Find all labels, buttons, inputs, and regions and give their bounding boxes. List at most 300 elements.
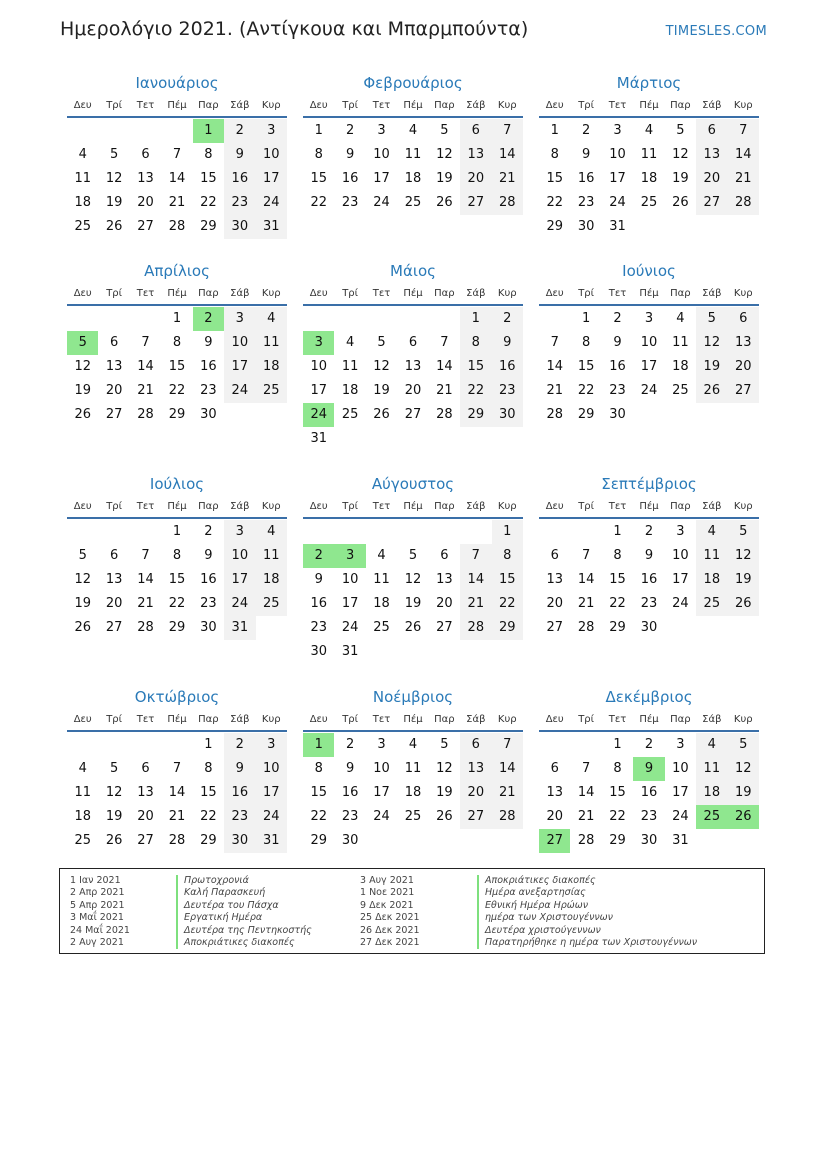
day-cell: 23 — [609, 383, 626, 398]
empty-cell — [161, 733, 192, 757]
day-cell: 2 — [644, 737, 654, 752]
day-cell: 6 — [460, 733, 491, 757]
site-name[interactable]: TIMESLES.COM — [665, 24, 767, 39]
weekday-label: Τρί — [578, 287, 595, 299]
day-cell: 17 — [373, 171, 390, 186]
day-cell: 19 — [728, 781, 759, 805]
day-grid — [303, 520, 523, 664]
day-cell: 8 — [314, 147, 323, 162]
day-cell: 15 — [200, 171, 217, 186]
day-cell: 6 — [109, 548, 119, 563]
empty-cell — [98, 520, 129, 544]
day-cell: 21 — [577, 809, 595, 824]
weekday-label: Πέμ — [639, 500, 659, 512]
legend-holiday-name: Ημέρα ανεξαρτησίας — [477, 887, 697, 899]
weekday-label: Τρί — [578, 99, 595, 111]
day-grid — [67, 733, 287, 853]
weekday-label: Πέμ — [639, 713, 659, 725]
day-cell: 1 — [492, 520, 523, 544]
day-cell: 27 — [436, 620, 453, 635]
day-cell: 4 — [377, 548, 386, 563]
weekday-label: Τετ — [372, 713, 391, 725]
day-cell: 2 — [204, 524, 213, 539]
empty-cell — [130, 520, 161, 544]
day-cell: 1 — [172, 524, 182, 539]
day-cell: 29 — [609, 833, 626, 848]
day-cell: 12 — [74, 572, 91, 587]
weekday-label: Παρ — [670, 713, 691, 725]
day-cell: 16 — [640, 785, 658, 800]
day-cell: 10 — [256, 143, 287, 167]
day-cell: 11 — [696, 757, 727, 781]
weekday-label: Σάβ — [466, 287, 486, 299]
day-cell: 12 — [728, 544, 759, 568]
day-cell: 15 — [577, 359, 595, 374]
weekday-label: Τετ — [372, 287, 391, 299]
day-cell: 1 — [613, 524, 622, 539]
weekday-label: Παρ — [198, 500, 219, 512]
day-cell: 6 — [550, 548, 559, 563]
day-cell: 9 — [345, 147, 355, 162]
day-cell: 10 — [609, 147, 626, 162]
day-cell: 7 — [440, 335, 449, 350]
day-cell: 11 — [74, 785, 91, 800]
day-cell: 16 — [224, 781, 255, 805]
day-cell: 21 — [436, 383, 453, 398]
day-cell: 16 — [640, 572, 658, 587]
day-cell: 23 — [224, 191, 255, 215]
empty-cell — [130, 733, 161, 757]
day-cell: 18 — [341, 383, 359, 398]
day-cell: 30 — [224, 829, 255, 853]
day-cell: 15 — [310, 171, 327, 186]
day-cell: 8 — [613, 761, 622, 776]
month-name: Δεκέμβριος — [605, 688, 693, 706]
weekday-header — [539, 495, 759, 519]
day-cell: 7 — [728, 119, 759, 143]
month-block — [539, 473, 759, 640]
weekday-label: Τρί — [578, 713, 595, 725]
day-cell: 26 — [373, 407, 390, 422]
weekday-header — [67, 495, 287, 519]
day-cell: 13 — [546, 572, 563, 587]
day-cell: 31 — [341, 644, 359, 659]
day-cell: 9 — [204, 548, 213, 563]
weekday-header — [539, 94, 759, 118]
day-cell: 2 — [613, 311, 622, 326]
day-cell: 29 — [200, 219, 217, 234]
day-cell: 18 — [696, 781, 727, 805]
weekday-label: Σάβ — [702, 99, 722, 111]
day-cell: 8 — [492, 544, 523, 568]
weekday-label: Σάβ — [230, 713, 250, 725]
day-cell: 16 — [341, 785, 359, 800]
legend-names-col-2 — [477, 875, 697, 949]
empty-cell — [98, 307, 129, 331]
holiday-day-cell: 24 — [303, 403, 334, 427]
empty-cell — [334, 307, 365, 331]
legend-date: 5 Απρ 2021 — [70, 899, 125, 911]
weekday-label: Κυρ — [497, 713, 517, 725]
weekday-label: Τετ — [608, 99, 627, 111]
day-cell: 4 — [676, 311, 685, 326]
day-cell: 4 — [256, 307, 287, 331]
month-block — [303, 260, 523, 451]
day-cell: 5 — [109, 761, 119, 776]
day-cell: 25 — [256, 592, 287, 616]
page-title: Ημερολόγιο 2021. (Αντίγκουα και Μπαρμπούντα) — [60, 18, 529, 40]
empty-cell — [98, 733, 129, 757]
day-cell: 20 — [728, 355, 759, 379]
day-cell: 16 — [492, 355, 523, 379]
holiday-day-cell: 1 — [193, 119, 224, 143]
day-cell: 27 — [546, 620, 563, 635]
day-cell: 18 — [256, 355, 287, 379]
day-cell: 19 — [373, 383, 390, 398]
legend-dates-col-2 — [360, 875, 420, 949]
weekday-label: Πέμ — [167, 99, 187, 111]
day-cell: 24 — [609, 195, 626, 210]
day-cell: 30 — [200, 620, 217, 635]
day-cell: 8 — [550, 147, 559, 162]
day-cell: 11 — [373, 572, 390, 587]
weekday-label: Παρ — [198, 713, 219, 725]
day-cell: 27 — [460, 805, 491, 829]
weekday-label: Δευ — [309, 713, 328, 725]
day-cell: 4 — [696, 520, 727, 544]
day-cell: 27 — [105, 407, 123, 422]
day-cell: 31 — [256, 215, 287, 239]
day-cell: 30 — [577, 219, 595, 234]
day-cell: 5 — [728, 520, 759, 544]
weekday-label: Τετ — [372, 99, 391, 111]
day-cell: 10 — [224, 331, 255, 355]
day-cell: 23 — [640, 596, 658, 611]
legend-date: 24 Μαΐ 2021 — [70, 924, 130, 936]
day-cell: 23 — [224, 805, 255, 829]
day-cell: 8 — [314, 761, 323, 776]
legend-holiday-name: Αποκριάτικες διακοπές — [477, 875, 697, 887]
day-cell: 4 — [408, 123, 418, 138]
weekday-label: Τετ — [608, 713, 627, 725]
day-cell: 21 — [168, 195, 186, 210]
empty-cell — [539, 733, 570, 757]
day-cell: 25 — [672, 383, 689, 398]
empty-cell — [366, 520, 397, 544]
day-cell: 6 — [728, 307, 759, 331]
legend-date: 2 Αυγ 2021 — [70, 936, 124, 948]
day-cell: 5 — [696, 307, 727, 331]
day-cell: 9 — [492, 331, 523, 355]
day-cell: 14 — [492, 143, 523, 167]
day-cell: 12 — [672, 147, 689, 162]
weekday-label: Δευ — [73, 99, 92, 111]
day-cell: 26 — [436, 195, 453, 210]
day-cell: 27 — [137, 219, 154, 234]
day-cell: 14 — [137, 359, 154, 374]
month-name: Σεπτέμβριος — [601, 475, 697, 493]
day-cell: 11 — [256, 331, 287, 355]
day-cell: 25 — [640, 195, 658, 210]
day-cell: 13 — [460, 757, 491, 781]
month-block — [67, 260, 287, 427]
empty-cell — [397, 520, 428, 544]
day-cell: 26 — [436, 809, 453, 824]
day-cell: 26 — [696, 379, 727, 403]
day-cell: 7 — [550, 335, 559, 350]
month-name: Ιούνιος — [622, 262, 676, 280]
day-cell: 17 — [224, 568, 255, 592]
day-cell: 28 — [460, 616, 491, 640]
day-cell: 6 — [696, 119, 727, 143]
legend-holiday-name: Δευτέρα του Πάσχα — [176, 900, 312, 912]
day-cell: 15 — [546, 171, 563, 186]
day-cell: 4 — [256, 520, 287, 544]
day-cell: 27 — [696, 191, 727, 215]
weekday-label: Κυρ — [497, 500, 517, 512]
weekday-label: Δευ — [545, 287, 564, 299]
day-grid — [67, 119, 287, 239]
day-cell: 10 — [640, 335, 658, 350]
day-cell: 18 — [256, 568, 287, 592]
day-cell: 13 — [696, 143, 727, 167]
empty-cell — [67, 119, 98, 143]
day-cell: 14 — [728, 143, 759, 167]
day-cell: 18 — [404, 171, 422, 186]
day-cell: 14 — [577, 572, 595, 587]
day-cell: 13 — [137, 171, 154, 186]
weekday-label: Πέμ — [403, 500, 423, 512]
day-cell: 27 — [105, 620, 123, 635]
day-cell: 24 — [373, 809, 390, 824]
day-cell: 7 — [492, 733, 523, 757]
day-cell: 18 — [672, 359, 689, 374]
legend-names-col-1 — [176, 875, 312, 949]
legend-date: 1 Ιαν 2021 — [70, 875, 121, 886]
day-grid — [539, 520, 759, 640]
month-name: Οκτώβριος — [134, 688, 220, 706]
weekday-header — [303, 708, 523, 732]
day-cell: 2 — [492, 307, 523, 331]
weekday-label: Τρί — [342, 287, 359, 299]
holiday-day-cell: 3 — [334, 544, 365, 568]
weekday-header — [67, 94, 287, 118]
day-cell: 19 — [696, 355, 727, 379]
empty-cell — [460, 520, 491, 544]
day-cell: 20 — [696, 167, 727, 191]
weekday-label: Παρ — [198, 287, 219, 299]
day-cell: 6 — [460, 119, 491, 143]
day-cell: 18 — [74, 809, 91, 824]
day-cell: 21 — [137, 383, 154, 398]
weekday-label: Τετ — [608, 500, 627, 512]
weekday-label: Δευ — [309, 287, 328, 299]
day-cell: 3 — [256, 119, 287, 143]
day-cell: 7 — [172, 761, 182, 776]
day-cell: 27 — [137, 833, 154, 848]
holiday-day-cell: 27 — [539, 829, 570, 853]
day-cell: 30 — [609, 407, 626, 422]
weekday-label: Κυρ — [497, 99, 517, 111]
day-cell: 21 — [546, 383, 563, 398]
empty-cell — [303, 307, 334, 331]
day-cell: 11 — [640, 147, 658, 162]
day-cell: 13 — [404, 359, 422, 374]
day-cell: 1 — [613, 737, 622, 752]
day-cell: 2 — [224, 733, 255, 757]
day-cell: 23 — [492, 379, 523, 403]
day-cell: 2 — [581, 123, 591, 138]
day-cell: 10 — [224, 544, 255, 568]
weekday-header — [539, 708, 759, 732]
day-cell: 23 — [640, 809, 658, 824]
legend-holiday-name: Εθνική Ημέρα Ηρώων — [477, 900, 697, 912]
day-cell: 10 — [256, 757, 287, 781]
weekday-label: Παρ — [434, 99, 455, 111]
weekday-label: Δευ — [545, 500, 564, 512]
day-cell: 21 — [492, 781, 523, 805]
day-cell: 13 — [137, 785, 154, 800]
weekday-label: Πέμ — [403, 99, 423, 111]
legend-date: 3 Αυγ 2021 — [360, 875, 414, 886]
holiday-day-cell: 2 — [193, 307, 224, 331]
weekday-label: Δευ — [73, 287, 92, 299]
month-block — [67, 72, 287, 239]
day-cell: 28 — [137, 407, 154, 422]
day-cell: 19 — [105, 809, 123, 824]
day-cell: 5 — [78, 548, 87, 563]
day-cell: 23 — [577, 195, 595, 210]
day-cell: 22 — [310, 809, 327, 824]
day-cell: 25 — [404, 195, 422, 210]
weekday-label: Τετ — [372, 500, 391, 512]
day-cell: 4 — [78, 761, 87, 776]
day-cell: 6 — [550, 761, 559, 776]
legend-holiday-name: Παρατηρήθηκε η ημέρα των Χριστουγέννων — [477, 937, 697, 949]
day-cell: 25 — [74, 219, 91, 234]
month-name: Απρίλιος — [144, 262, 210, 280]
holiday-day-cell: 5 — [67, 331, 98, 355]
legend-holiday-name: Καλή Παρασκευή — [176, 887, 312, 899]
day-cell: 6 — [109, 335, 119, 350]
weekday-label: Παρ — [670, 500, 691, 512]
day-cell: 12 — [436, 147, 453, 162]
day-cell: 29 — [200, 833, 217, 848]
legend-date: 25 Δεκ 2021 — [360, 912, 420, 924]
day-cell: 9 — [345, 761, 355, 776]
day-cell: 25 — [404, 809, 422, 824]
day-cell: 16 — [577, 171, 595, 186]
weekday-header — [67, 708, 287, 732]
legend-holiday-name: Αποκριάτικες διακοπές — [176, 937, 312, 949]
month-block — [539, 72, 759, 239]
weekday-label: Σάβ — [466, 713, 486, 725]
day-cell: 24 — [373, 195, 390, 210]
day-cell: 15 — [168, 572, 186, 587]
weekday-label: Σάβ — [230, 287, 250, 299]
day-cell: 11 — [74, 171, 91, 186]
legend-holiday-name: Δευτέρα της Πεντηκοστής — [176, 925, 312, 937]
day-cell: 10 — [341, 572, 359, 587]
month-block — [539, 686, 759, 853]
weekday-label: Τετ — [136, 99, 155, 111]
empty-cell — [161, 119, 192, 143]
day-cell: 7 — [460, 544, 491, 568]
day-cell: 23 — [200, 596, 217, 611]
day-cell: 9 — [644, 548, 654, 563]
day-cell: 29 — [168, 620, 186, 635]
empty-cell — [539, 307, 570, 331]
weekday-label: Τρί — [342, 99, 359, 111]
day-grid — [67, 520, 287, 640]
empty-cell — [67, 307, 98, 331]
day-cell: 29 — [310, 833, 327, 848]
day-cell: 3 — [224, 520, 255, 544]
empty-cell — [98, 119, 129, 143]
weekday-label: Παρ — [434, 287, 455, 299]
weekday-label: Παρ — [434, 713, 455, 725]
month-name: Ιανουάριος — [135, 74, 219, 92]
weekday-label: Σάβ — [230, 500, 250, 512]
day-cell: 16 — [200, 572, 217, 587]
day-cell: 18 — [404, 785, 422, 800]
month-block — [539, 260, 759, 427]
month-block — [303, 686, 523, 853]
weekday-label: Τετ — [608, 287, 627, 299]
day-cell: 19 — [74, 383, 91, 398]
day-cell: 10 — [672, 761, 689, 776]
weekday-header — [303, 495, 523, 519]
day-cell: 26 — [404, 620, 422, 635]
day-cell: 28 — [577, 620, 595, 635]
legend-dates-col-1 — [70, 875, 130, 949]
day-cell: 18 — [74, 195, 91, 210]
month-name: Νοέμβριος — [372, 688, 454, 706]
day-cell: 25 — [373, 620, 390, 635]
holiday-day-cell: 9 — [633, 757, 664, 781]
day-cell: 23 — [341, 195, 359, 210]
weekday-label: Σάβ — [466, 99, 486, 111]
day-cell: 14 — [460, 568, 491, 592]
day-cell: 24 — [672, 596, 689, 611]
day-cell: 17 — [224, 355, 255, 379]
weekday-label: Παρ — [434, 500, 455, 512]
day-cell: 22 — [492, 592, 523, 616]
day-cell: 8 — [581, 335, 591, 350]
empty-cell — [130, 307, 161, 331]
day-cell: 9 — [224, 143, 255, 167]
day-cell: 11 — [672, 335, 689, 350]
weekday-header — [303, 282, 523, 306]
day-grid — [303, 307, 523, 451]
weekday-label: Παρ — [670, 287, 691, 299]
empty-cell — [570, 520, 601, 544]
day-cell: 18 — [640, 171, 658, 186]
day-cell: 22 — [546, 195, 563, 210]
day-cell: 21 — [168, 809, 186, 824]
day-grid — [67, 307, 287, 427]
day-cell: 30 — [640, 833, 658, 848]
day-cell: 27 — [404, 407, 422, 422]
day-cell: 20 — [546, 809, 563, 824]
day-cell: 14 — [492, 757, 523, 781]
day-cell: 19 — [74, 596, 91, 611]
day-cell: 21 — [577, 596, 595, 611]
day-cell: 6 — [141, 147, 150, 162]
empty-cell — [429, 520, 460, 544]
day-grid — [303, 119, 523, 215]
day-cell: 13 — [546, 785, 563, 800]
